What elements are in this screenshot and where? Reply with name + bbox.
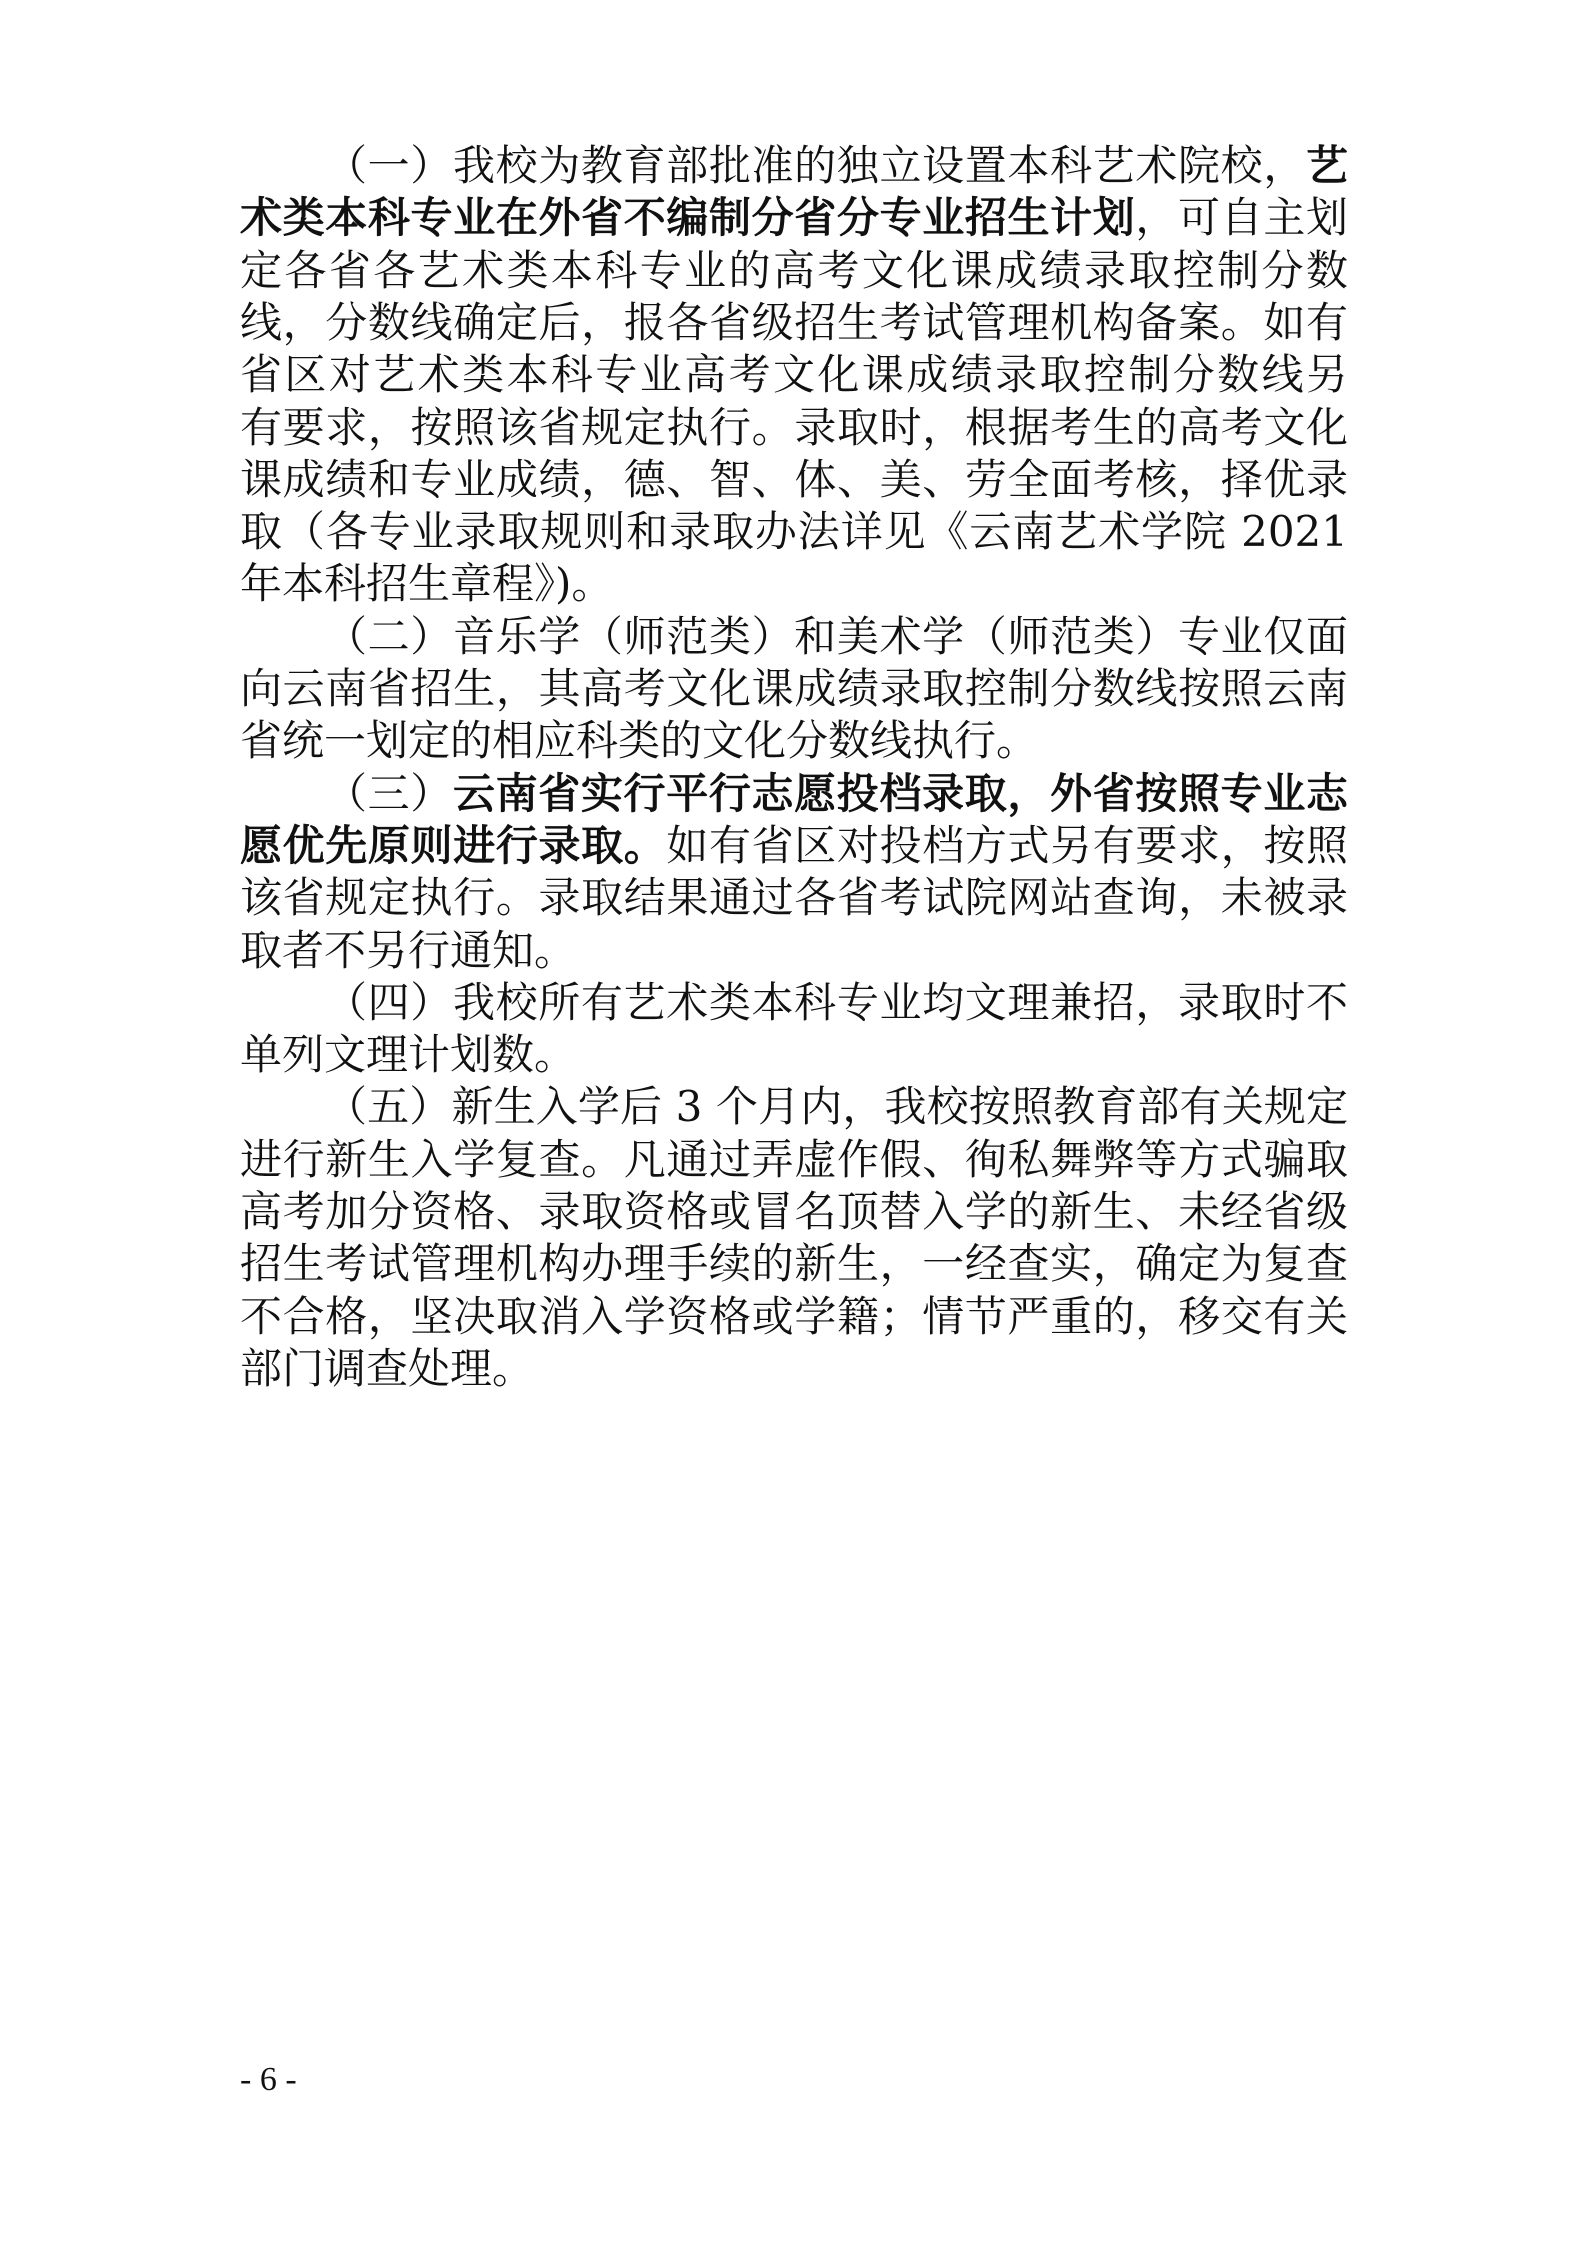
text: 不合格，坚决取消入学资格或学籍；情节严重的，移交有关 xyxy=(240,1291,1348,1341)
bold-text: 愿优先原则进行录取。 xyxy=(240,820,667,870)
text: 省区对艺术类本科专业高考文化课成绩录取控制分数线另 xyxy=(240,350,1348,400)
page-number: - 6 - xyxy=(240,2061,297,2098)
text: （一）我校为教育部批准的独立设置本科艺术院校， xyxy=(325,141,1306,190)
bold-text: 术类本科专业在外省不编制分省分专业招生计划 xyxy=(240,193,1136,243)
text: 有要求，按照该省规定执行。录取时，根据考生的高考文化 xyxy=(240,402,1348,452)
text: 向云南省招生，其高考文化课成绩录取控制分数线按照云南 xyxy=(240,664,1348,713)
text: （三） xyxy=(325,768,453,818)
bold-text: 艺 xyxy=(1305,141,1348,190)
text: 该省规定执行。录取结果通过各省考试院网站查询，未被录 xyxy=(240,873,1348,923)
text: 如有省区对投档方式另有要求，按照 xyxy=(666,820,1348,870)
text: （五）新生入学后 3 个月内，我校按照教育部有关规定 xyxy=(325,1082,1348,1132)
text: （二）音乐学（师范类）和美术学（师范类）专业仅面 xyxy=(325,611,1348,661)
text: 线，分数线确定后，报各省级招生考试管理机构备案。如有 xyxy=(240,297,1348,347)
text: 课成绩和专业成绩，德、智、体、美、劳全面考核，择优录 xyxy=(240,454,1348,504)
text: 进行新生入学复查。凡通过弄虚作假、徇私舞弊等方式骗取 xyxy=(240,1134,1348,1184)
text: ，可自主划 xyxy=(1135,193,1348,243)
text: 取者不另行通知。 xyxy=(240,925,577,975)
text: 定各省各艺术类本科专业的高考文化课成绩录取控制分数 xyxy=(240,245,1348,295)
text: 部门调查处理。 xyxy=(240,1343,535,1393)
text: 招生考试管理机构办理手续的新生，一经查实，确定为复查 xyxy=(240,1239,1348,1289)
text: 取（各专业录取规则和录取办法详见《云南艺术学院 2021 xyxy=(240,507,1348,557)
text: （四）我校所有艺术类本科专业均文理兼招，录取时不 xyxy=(325,977,1348,1027)
paragraph-5-line xyxy=(240,1331,1348,1406)
text: 年本科招生章程》)。 xyxy=(240,559,614,609)
text: 单列文理计划数。 xyxy=(240,1030,577,1080)
text: 省统一划定的相应科类的文化分数线执行。 xyxy=(240,716,1039,766)
bold-text: 云南省实行平行志愿投档录取，外省按照专业志 xyxy=(452,768,1348,818)
text: 高考加分资格、录取资格或冒名顶替入学的新生、未经省级 xyxy=(240,1187,1348,1236)
